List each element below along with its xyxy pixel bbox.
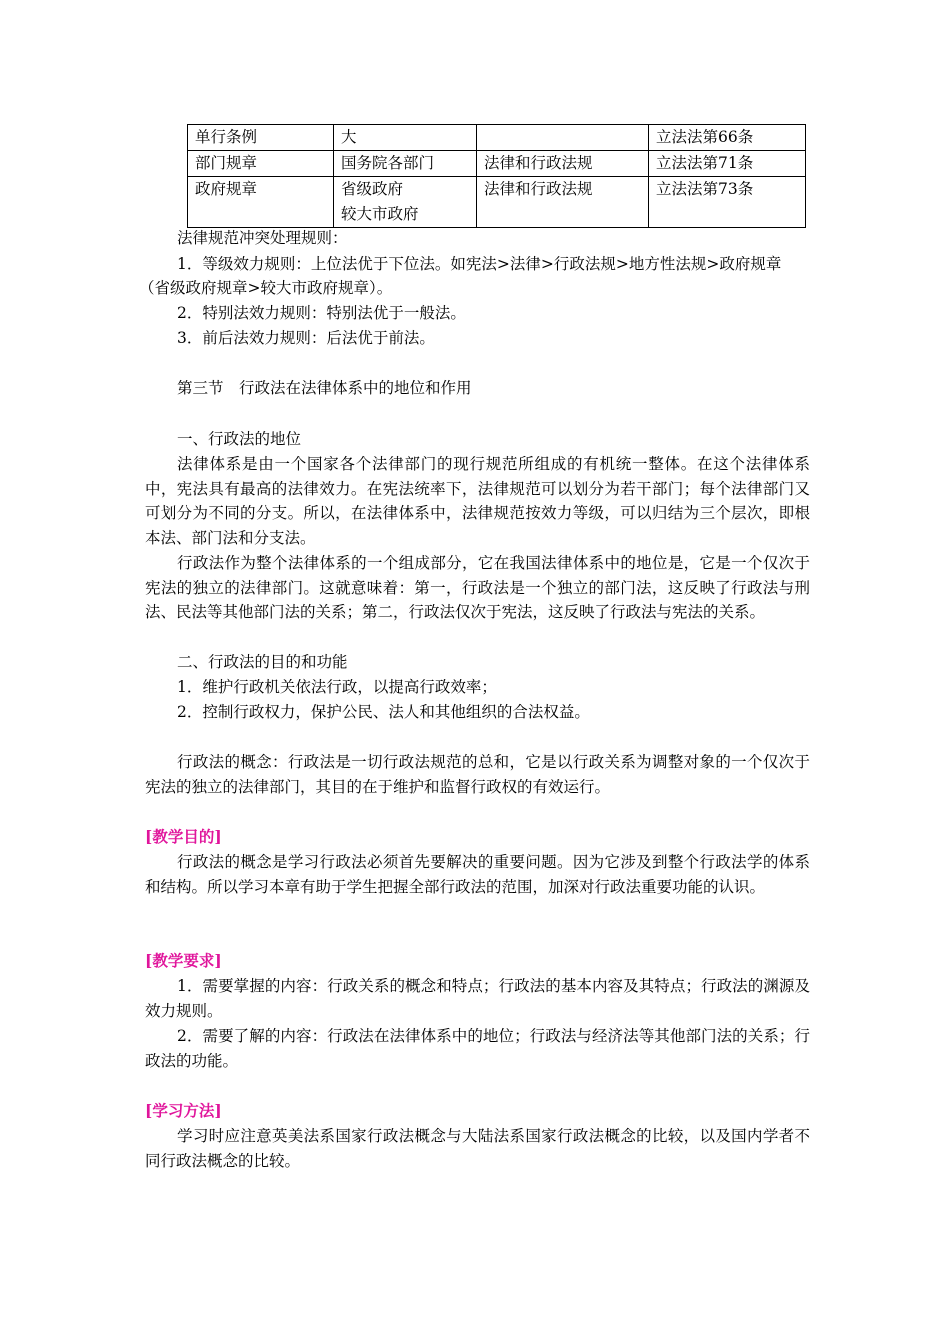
table-cell [334,177,477,228]
conflict-rule-3: 3．前后法效力规则：后法优于前法。 [177,329,435,347]
conflict-rule-1-cont: （省级政府规章>较大市政府规章）。 [139,279,393,297]
paragraph-admin-law-status: 行政法作为整个法律体系的一个组成部分，它在我国法律体系中的地位是，它是一个仅次于宪法的独立的法律部门。这就意味着：第一，行政法是一个独立的部门法，这反映了行政法与刑法、民法等其他部门法的关系；第二，行政法仅次于宪法，这反映了行政法与宪法的关系。 [145,554,810,622]
table-cell: 立法法第66条 [649,125,806,151]
paragraph-legal-system: 法律体系是由一个国家各个法律部门的现行规范所组成的有机统一整体。在这个法律体系中，宪法具有最高的法律效力。在宪法统率下，法律规范可以划分为若干部门；每个法律部门又可划分为不同的分支。所以，在法律体系中，法律规范按效力等级，可以归结为三个层次，即根本法、部门法和分支法。 [145,455,810,547]
subsection-heading-2: 二、行政法的目的和功能 [177,653,348,671]
table-cell: 单行条例 [188,125,334,151]
table-cell-line: 省级政府 [341,180,404,198]
table-cell [334,125,477,151]
table-cell: 政府规章 [188,177,334,228]
table-cell: 立法法第71条 [649,151,806,177]
subsection-heading-1: 一、行政法的地位 [177,430,302,448]
teaching-req-item-2: 2．需要了解的内容：行政法在法律体系中的地位；行政法与经济法等其他部门法的关系；行政法的功能。 [145,1027,810,1070]
function-item-1: 1．维护行政机关依法行政，以提高行政效率； [177,678,497,696]
study-method-heading: [学习方法] [145,1101,222,1120]
law-source-table [187,124,806,228]
function-item-2: 2．控制行政权力，保护公民、法人和其他组织的合法权益。 [177,703,590,721]
table-cell-line: 较大市政府 [341,205,419,223]
conflict-rule-2: 2．特别法效力规则：特别法优于一般法。 [177,304,466,322]
table-cell-line: 国务院各部门 [341,154,435,172]
conflict-rule-1: 1．等级效力规则：上位法优于下位法。如宪法>法律>行政法规>地方性法规>政府规章 [177,255,782,273]
teaching-goal-text: 行政法的概念是学习行政法必须首先要解决的重要问题。因为它涉及到整个行政法学的体系和结构。所以学习本章有助于学生把握全部行政法的范围，加深对行政法重要功能的认识。 [145,853,810,896]
paragraph-concept: 行政法的概念：行政法是一切行政法规范的总和，它是以行政关系为调整对象的一个仅次于宪法的独立的法律部门，其目的在于维护和监督行政权的有效运行。 [145,753,810,796]
conflict-heading: 法律规范冲突处理规则： [177,229,348,247]
table-row [188,151,806,177]
table-cell: 法律和行政法规 [477,177,649,228]
table-row [188,177,806,228]
table-cell-line: 大 [341,128,357,146]
teaching-req-heading: [教学要求] [145,951,222,970]
section-title: 第三节 行政法在法律体系中的地位和作用 [177,379,472,397]
table-cell: 法律和行政法规 [477,151,649,177]
teaching-req-item-1: 1．需要掌握的内容：行政关系的概念和特点；行政法的基本内容及其特点；行政法的渊源及效力规则。 [145,977,810,1020]
table-cell: 部门规章 [188,151,334,177]
table-cell: 立法法第73条 [649,177,806,228]
table-row [188,125,806,151]
table-cell [334,151,477,177]
study-method-text: 学习时应注意英美法系国家行政法概念与大陆法系国家行政法概念的比较，以及国内学者不同行政法概念的比较。 [145,1127,810,1170]
teaching-goal-heading: [教学目的] [145,827,222,846]
table-cell [477,125,649,151]
